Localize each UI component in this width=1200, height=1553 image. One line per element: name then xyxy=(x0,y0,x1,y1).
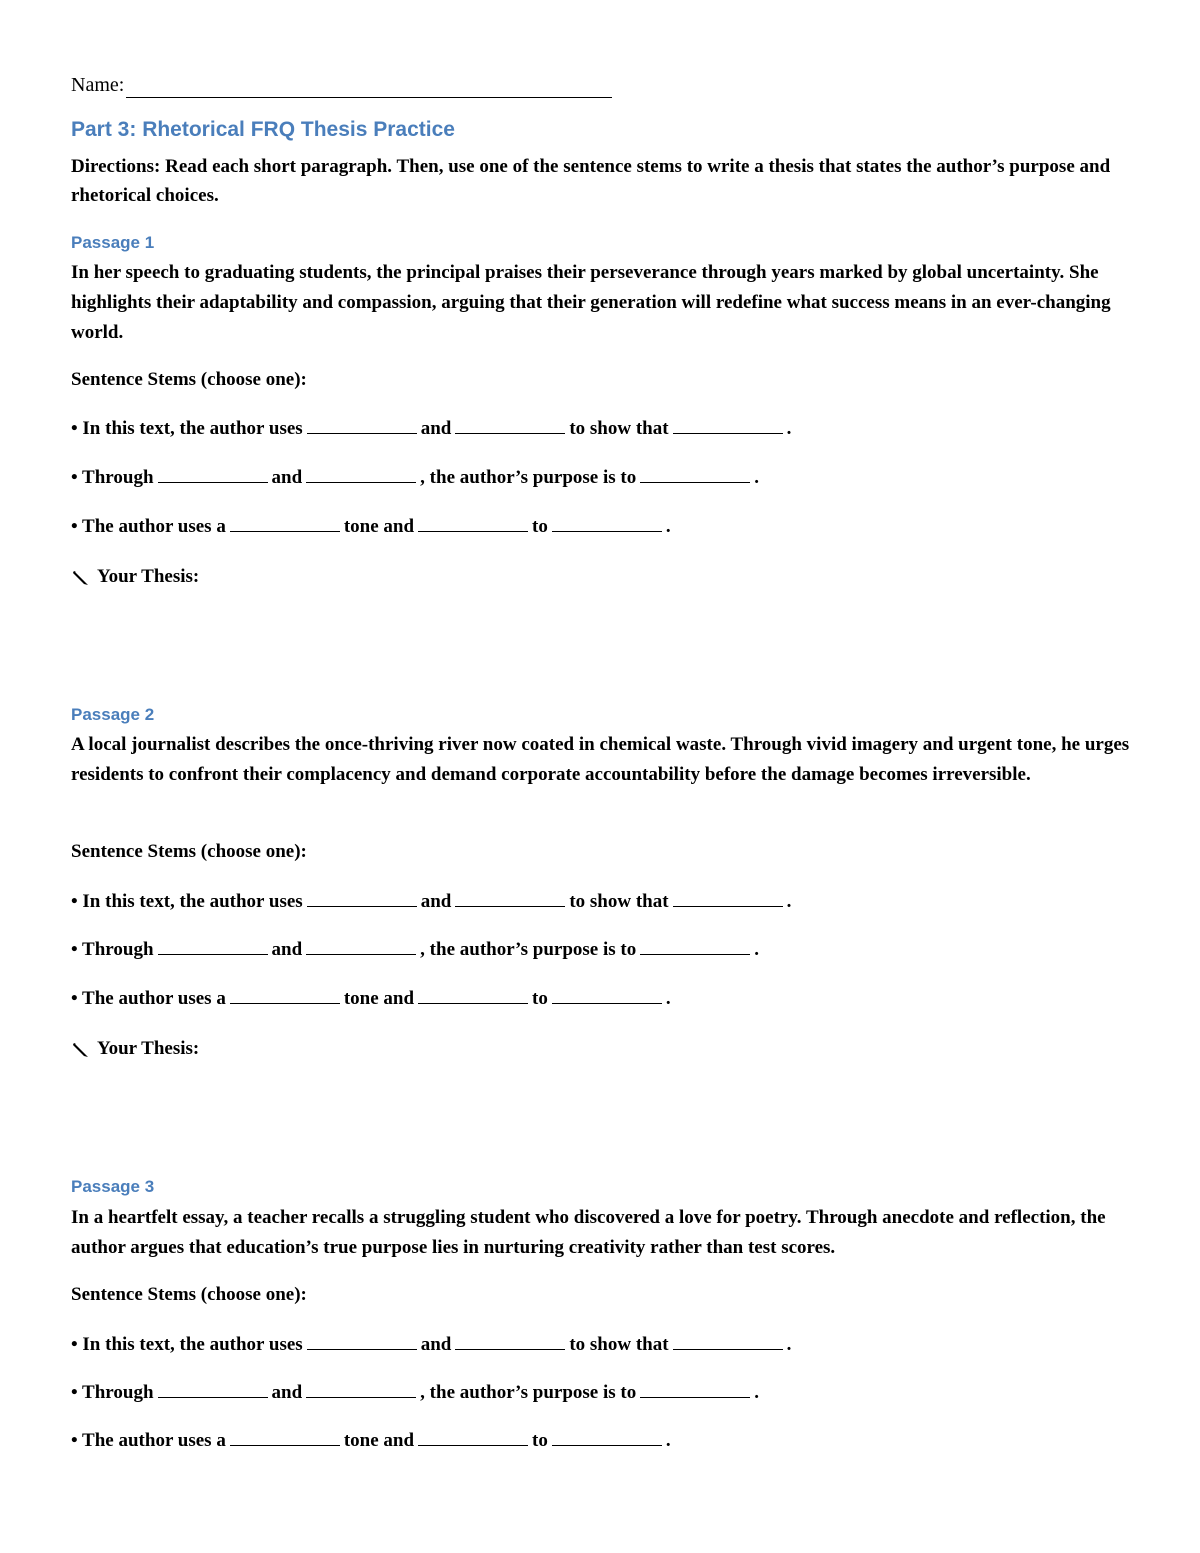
passage-2-stems-label: Sentence Stems (choose one): xyxy=(71,841,307,862)
blank[interactable] xyxy=(418,985,528,1004)
blank[interactable] xyxy=(640,936,750,955)
blank[interactable] xyxy=(230,513,340,532)
passage-1-stems-label: Sentence Stems (choose one): xyxy=(71,369,307,390)
passage-2-thesis[interactable] xyxy=(71,1036,199,1062)
passage-3-stem-2: • Through and , the author’s purpose is to . xyxy=(71,1379,759,1406)
blank[interactable] xyxy=(306,1379,416,1398)
name-line xyxy=(71,72,612,98)
blank[interactable] xyxy=(418,1427,528,1446)
blank[interactable] xyxy=(418,513,528,532)
blank[interactable] xyxy=(673,888,783,907)
blank[interactable] xyxy=(673,1331,783,1350)
blank[interactable] xyxy=(552,985,662,1004)
blank[interactable] xyxy=(158,1379,268,1398)
name-blank[interactable] xyxy=(126,77,612,98)
blank[interactable] xyxy=(306,464,416,483)
pencil-icon xyxy=(71,567,91,587)
passage-2-stem-2: • Through and , the author’s purpose is to . xyxy=(71,936,759,963)
name-label: Name: xyxy=(71,74,125,96)
passage-1-stem-3: • The author uses a tone and to . xyxy=(71,513,671,540)
blank[interactable] xyxy=(307,415,417,434)
passage-2-heading: Passage 2 xyxy=(71,705,155,724)
blank[interactable] xyxy=(307,1331,417,1350)
blank[interactable] xyxy=(640,464,750,483)
passage-2-stem-3: • The author uses a tone and to . xyxy=(71,985,671,1012)
thesis-label: Your Thesis: xyxy=(97,1038,200,1059)
blank[interactable] xyxy=(455,1331,565,1350)
blank[interactable] xyxy=(455,888,565,907)
blank[interactable] xyxy=(552,513,662,532)
passage-1-stem-2: • Through and , the author’s purpose is to . xyxy=(71,464,759,491)
passage-2-text: A local journalist describes the once-thriving river now coated in chemical waste. Through vivid imagery and urgent tone, he urges residents to confront their complacency and demand corporate accountability before the damage becomes irreversible. xyxy=(71,734,1130,785)
passage-3-stems-label: Sentence Stems (choose one): xyxy=(71,1284,307,1305)
passage-3-stem-3: • The author uses a tone and to . xyxy=(71,1427,671,1454)
passage-1-text: In her speech to graduating students, the principal praises their perseverance through years marked by global uncertainty. She highlights their adaptability and compassion, arguing that their generation will redefine what success means in an ever-changing world. xyxy=(71,262,1111,343)
passage-1-thesis[interactable] xyxy=(71,564,199,590)
passage-3-heading: Passage 3 xyxy=(71,1177,155,1196)
passage-3-text: In a heartfelt essay, a teacher recalls a struggling student who discovered a love for poetry. Through anecdote and reflection, the author argues that education’s true purpose lies in nurturing creativity rather than test scores. xyxy=(71,1207,1106,1258)
passage-1-stem-1: • In this text, the author uses and to show that . xyxy=(71,415,791,442)
page-title: Part 3: Rhetorical FRQ Thesis Practice xyxy=(71,118,455,141)
pencil-icon xyxy=(71,1039,91,1059)
blank[interactable] xyxy=(158,464,268,483)
thesis-label: Your Thesis: xyxy=(97,566,200,587)
blank[interactable] xyxy=(673,415,783,434)
blank[interactable] xyxy=(455,415,565,434)
passage-1-heading: Passage 1 xyxy=(71,233,155,252)
blank[interactable] xyxy=(307,888,417,907)
blank[interactable] xyxy=(230,1427,340,1446)
blank[interactable] xyxy=(306,936,416,955)
blank[interactable] xyxy=(640,1379,750,1398)
blank[interactable] xyxy=(230,985,340,1004)
blank[interactable] xyxy=(552,1427,662,1446)
directions: Directions: Read each short paragraph. Then, use one of the sentence stems to write a thesis that states the author’s purpose and rhetorical choices. xyxy=(71,156,1111,206)
passage-3-stem-1: • In this text, the author uses and to show that . xyxy=(71,1331,791,1358)
passage-2-stem-1: • In this text, the author uses and to show that . xyxy=(71,888,791,915)
blank[interactable] xyxy=(158,936,268,955)
